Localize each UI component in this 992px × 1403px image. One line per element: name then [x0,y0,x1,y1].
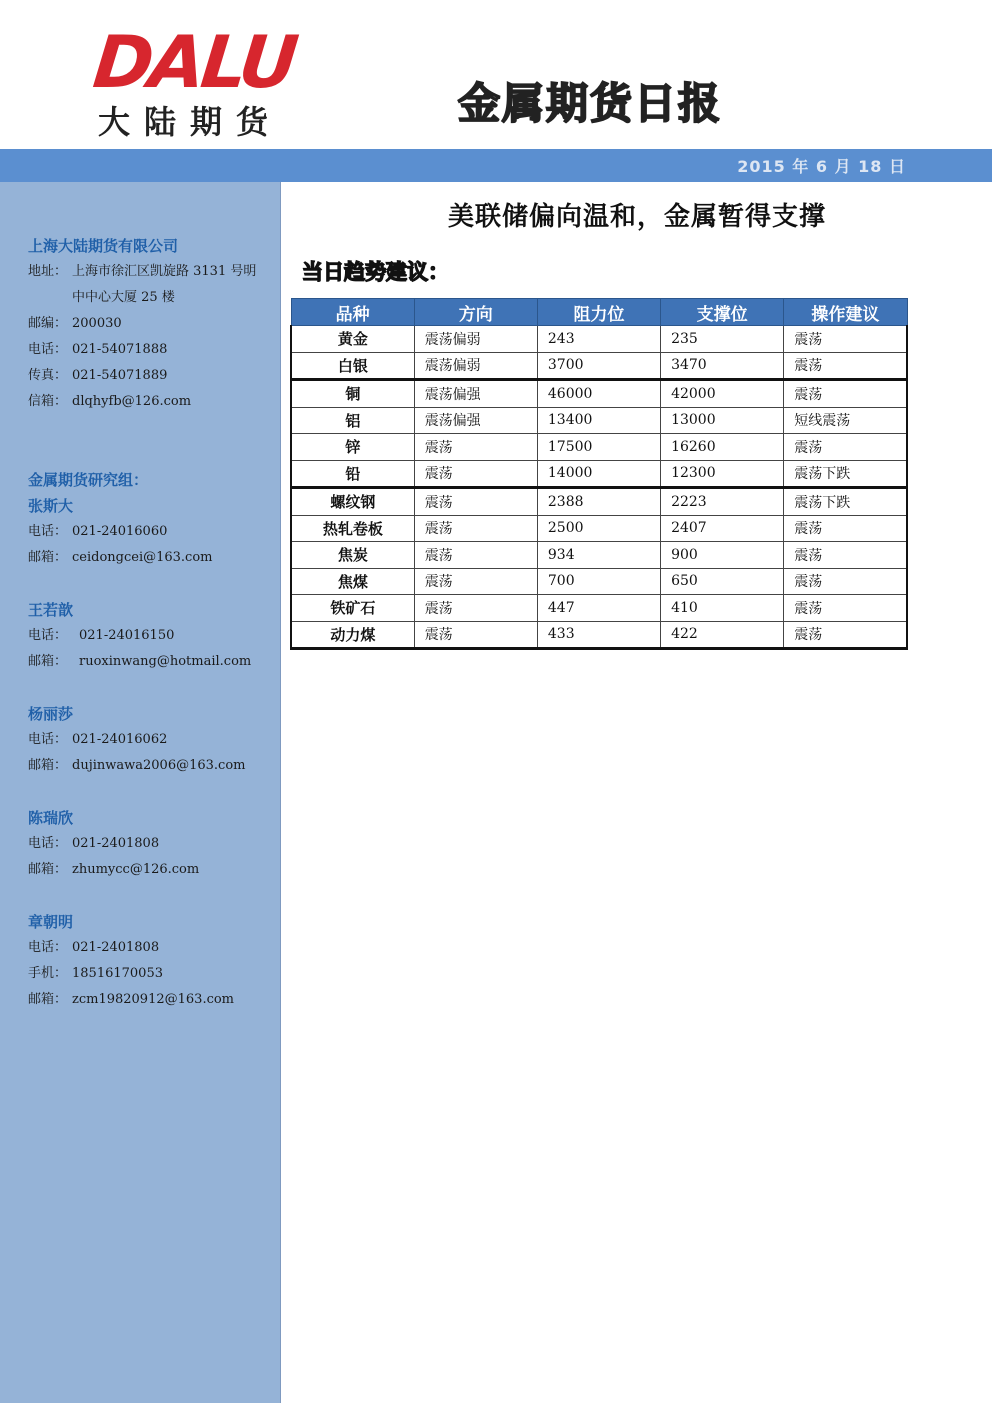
resistance-cell: 17500 [537,434,660,461]
direction-cell: 震荡偏强 [414,380,537,408]
advice-cell: 震荡下跌 [784,488,907,516]
support-cell: 650 [661,568,784,595]
support-cell: 900 [661,542,784,569]
resistance-cell: 243 [537,326,660,353]
commodity-cell: 白银 [291,352,414,380]
direction-cell: 震荡 [414,434,537,461]
contact-mobile-label: 手机： [28,966,68,981]
table-row [291,515,907,542]
commodity-cell: 铝 [291,407,414,434]
column-header: 支撑位 [661,299,784,326]
zip-value: 200030 [72,316,122,331]
table-row [291,621,907,649]
contact-phone-label: 电话： [28,628,68,643]
resistance-cell: 2388 [537,488,660,516]
contact-mail-line [28,653,251,671]
column-header: 方向 [414,299,537,326]
contact-mail[interactable]: dujinwawa2006@163.com [72,758,246,773]
table-row [291,326,907,353]
contact-phone-label: 电话： [28,524,68,539]
advice-cell: 震荡 [784,595,907,622]
advice-cell: 震荡下跌 [784,460,907,488]
direction-cell: 震荡 [414,488,537,516]
support-cell: 3470 [661,352,784,380]
support-cell: 2407 [661,515,784,542]
contact-mail[interactable]: ruoxinwang@hotmail.com [79,654,252,669]
support-cell: 235 [661,326,784,353]
support-cell: 410 [661,595,784,622]
contact-sidebar [0,182,281,1403]
phone-label: 电话： [28,342,68,357]
contact-phone-label: 电话： [28,836,68,851]
advice-cell: 震荡 [784,434,907,461]
commodity-cell: 铅 [291,460,414,488]
headline: 美联储偏向温和，金属暂得支撑 [447,202,826,232]
direction-cell: 震荡 [414,595,537,622]
resistance-cell: 2500 [537,515,660,542]
trend-table [290,298,908,650]
contact-phone-label: 电话： [28,940,68,955]
zip-label: 邮编： [28,316,68,331]
contact-mail-line [28,991,234,1009]
contact-mobile: 18516170053 [72,966,163,981]
commodity-cell: 动力煤 [291,621,414,649]
support-cell: 2223 [661,488,784,516]
contact-mail-line [28,861,199,879]
contact-name: 章朝明 [28,913,74,931]
contact-name: 杨丽莎 [28,705,74,723]
resistance-cell: 700 [537,568,660,595]
address-label: 地址： [28,264,68,279]
team-title: 金属期货研究组： [28,471,149,489]
advice-cell: 震荡 [784,568,907,595]
resistance-cell: 46000 [537,380,660,408]
contact-phone-label: 电话： [28,732,68,747]
resistance-cell: 14000 [537,460,660,488]
contact-phone-line [28,939,159,957]
column-header: 阻力位 [537,299,660,326]
logo-chinese-name: 大陆期货 [98,103,283,141]
contact-name: 张斯大 [28,497,74,515]
date-bar [0,149,992,182]
advice-cell: 短线震荡 [784,407,907,434]
contact-phone: 021-2401808 [72,940,160,955]
mail-label: 信箱： [28,394,68,409]
direction-cell: 震荡 [414,515,537,542]
direction-cell: 震荡偏强 [414,407,537,434]
commodity-cell: 锌 [291,434,414,461]
table-row [291,352,907,380]
resistance-cell: 934 [537,542,660,569]
contact-mobile-line [28,965,163,983]
table-row [291,595,907,622]
contact-phone: 021-24016062 [72,732,168,747]
trend-section-title: 当日趋势建议： [302,260,449,284]
phone-value: 021-54071888 [72,342,168,357]
support-cell: 13000 [661,407,784,434]
fax-value: 021-54071889 [72,368,168,383]
resistance-cell: 3700 [537,352,660,380]
table-row [291,568,907,595]
contact-mail[interactable]: ceidongcei@163.com [72,550,213,565]
direction-cell: 震荡偏弱 [414,326,537,353]
commodity-cell: 黄金 [291,326,414,353]
contact-phone-line [28,731,167,749]
commodity-cell: 焦炭 [291,542,414,569]
advice-cell: 震荡 [784,542,907,569]
support-cell: 12300 [661,460,784,488]
advice-cell: 震荡 [784,621,907,649]
direction-cell: 震荡偏弱 [414,352,537,380]
phone-line [28,341,167,359]
contact-mail[interactable]: zhumycc@126.com [72,862,200,877]
direction-cell: 震荡 [414,568,537,595]
contact-name: 陈瑞欣 [28,809,74,827]
column-header: 品种 [291,299,414,326]
table-row [291,542,907,569]
contact-mail-line [28,757,245,775]
contact-name: 王若歆 [28,601,74,619]
support-cell: 42000 [661,380,784,408]
address-value: 上海市徐汇区凯旋路 3131 号明 [72,264,257,279]
logo-brand-mark: DALU [89,20,299,104]
support-cell: 422 [661,621,784,649]
address-value-2: 中中心大厦 25 楼 [72,290,175,305]
address-line-2 [28,289,175,307]
table-header-row [291,299,907,326]
support-cell: 16260 [661,434,784,461]
contact-mail-label: 邮箱： [28,992,68,1007]
column-header: 操作建议 [784,299,907,326]
fax-label: 传真： [28,368,68,383]
commodity-cell: 铜 [291,380,414,408]
table-row [291,407,907,434]
table-row [291,434,907,461]
advice-cell: 震荡 [784,326,907,353]
contact-phone: 021-24016150 [79,628,175,643]
resistance-cell: 447 [537,595,660,622]
table-row [291,380,907,408]
zip-line [28,315,122,333]
company-logo [89,20,314,144]
contact-mail[interactable]: zcm19820912@163.com [72,992,235,1007]
advice-cell: 震荡 [784,352,907,380]
commodity-cell: 焦煤 [291,568,414,595]
direction-cell: 震荡 [414,621,537,649]
contact-mail-label: 邮箱： [28,862,68,877]
commodity-cell: 铁矿石 [291,595,414,622]
contact-phone: 021-24016060 [72,524,168,539]
direction-cell: 震荡 [414,542,537,569]
fax-line [28,367,167,385]
contact-mail-label: 邮箱： [28,758,68,773]
contact-mail-line [28,549,213,567]
advice-cell: 震荡 [784,515,907,542]
contact-mail-label: 邮箱： [28,550,68,565]
resistance-cell: 13400 [537,407,660,434]
commodity-cell: 螺纹钢 [291,488,414,516]
address-line [28,263,256,281]
table-row [291,460,907,488]
contact-phone-line [28,627,174,645]
contact-phone-line [28,835,159,853]
direction-cell: 震荡 [414,460,537,488]
report-title: 金属期货日报 [458,79,723,128]
contact-mail-label: 邮箱： [28,654,68,669]
contact-phone: 021-2401808 [72,836,160,851]
report-date: 2015 年 6 月 18 日 [737,157,906,176]
table-row [291,488,907,516]
advice-cell: 震荡 [784,380,907,408]
contact-phone-line [28,523,167,541]
company-name: 上海大陆期货有限公司 [28,237,179,255]
resistance-cell: 433 [537,621,660,649]
mail-line [28,393,191,411]
mail-value[interactable]: dlqhyfb@126.com [72,394,192,409]
commodity-cell: 热轧卷板 [291,515,414,542]
